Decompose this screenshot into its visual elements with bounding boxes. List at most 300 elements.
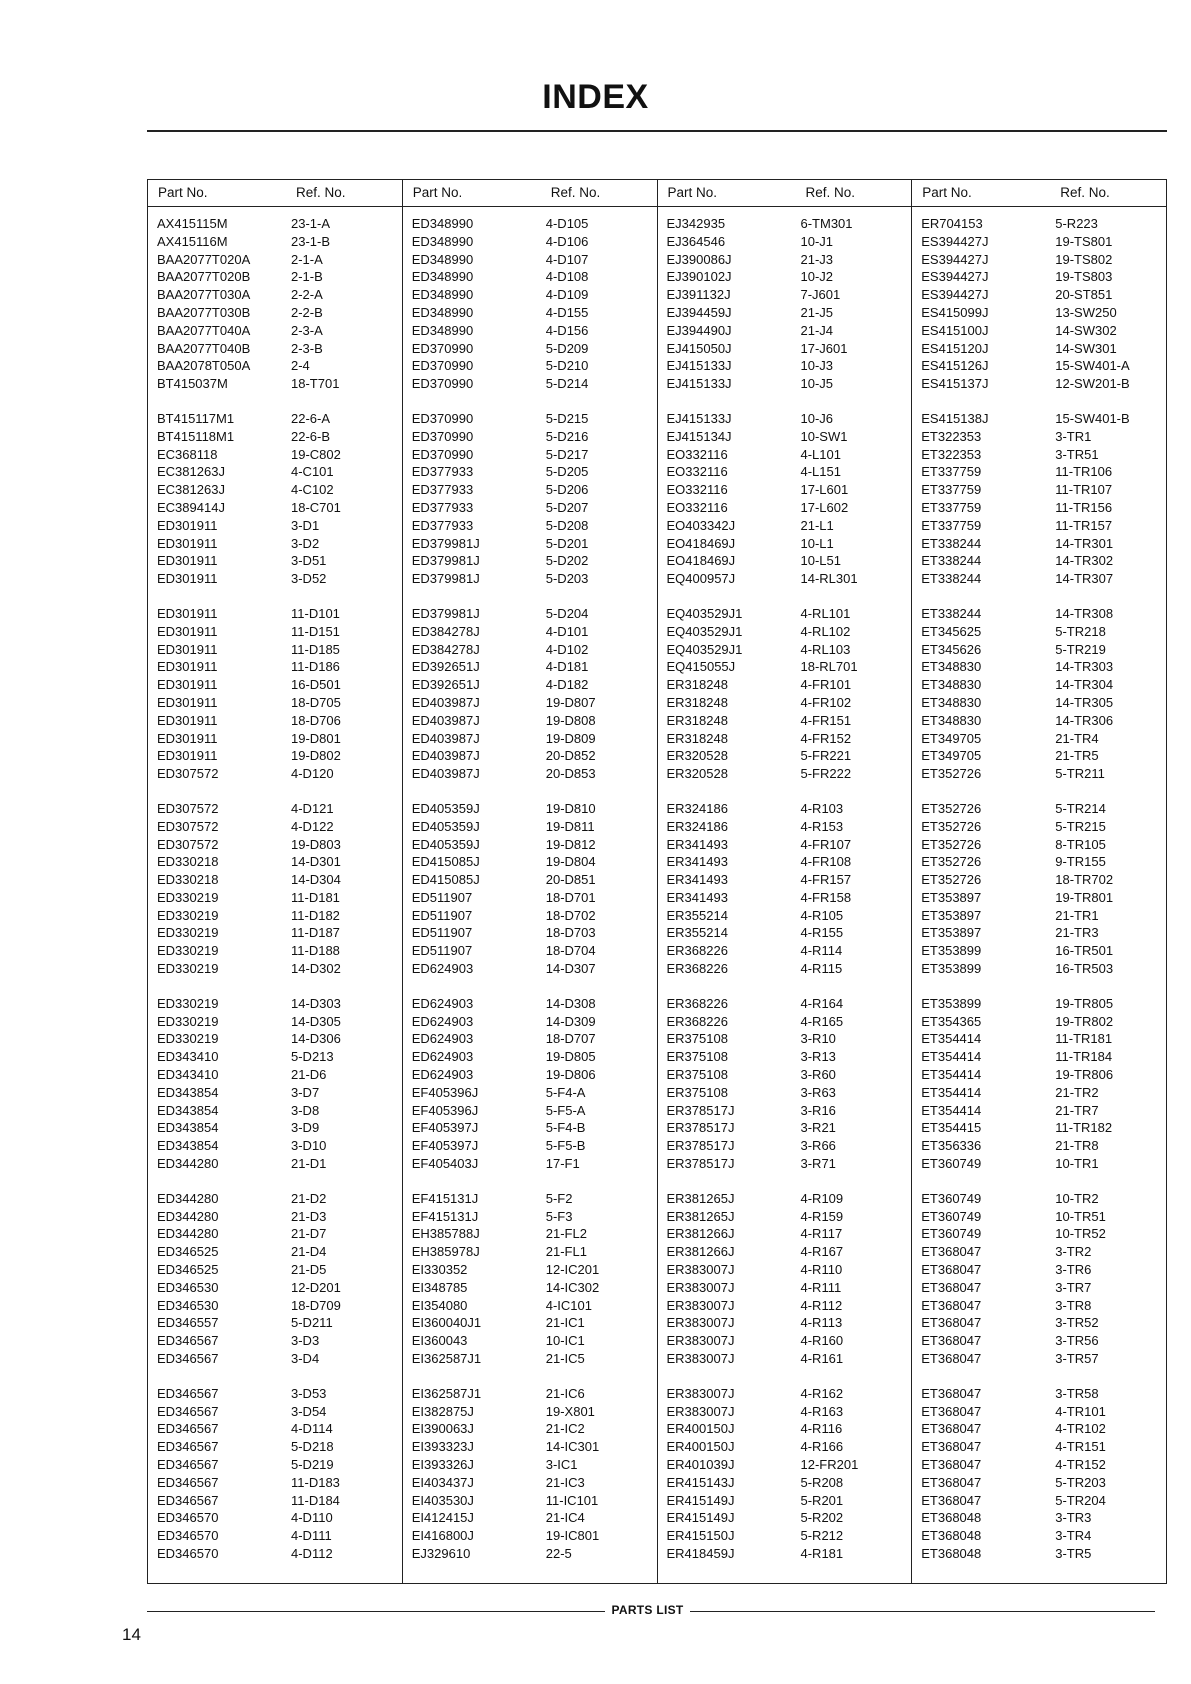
ref-number: 4-FR157 (800, 872, 852, 888)
table-row (148, 1420, 402, 1438)
ref-number: 4-L151 (800, 464, 841, 480)
table-row (912, 1102, 1166, 1120)
ref-number: 3-D9 (291, 1120, 320, 1136)
part-number: ET360749 (921, 1208, 982, 1224)
part-number: ER400150J (666, 1439, 735, 1455)
part-number: ED301911 (157, 659, 218, 675)
table-row (658, 605, 912, 623)
footer-rule-left (147, 1611, 605, 1612)
part-number: ED624903 (411, 995, 474, 1011)
table-row (403, 818, 657, 836)
table-row (658, 552, 912, 570)
table-row (658, 1297, 912, 1315)
entry-group (658, 215, 912, 393)
table-row (148, 481, 402, 499)
part-number: ED330219 (157, 907, 219, 923)
ref-number: 18-D703 (545, 925, 596, 941)
ref-number: 4-TR102 (1055, 1421, 1106, 1437)
table-row (912, 871, 1166, 889)
ref-number: 3-R60 (800, 1067, 836, 1083)
part-number: EQ400957J (666, 571, 736, 587)
table-row (912, 1509, 1166, 1527)
part-number: ED330219 (157, 925, 219, 941)
ref-number: 11-D185 (291, 641, 340, 657)
table-row (912, 605, 1166, 623)
part-number: ER368226 (666, 1013, 728, 1029)
ref-number: 18-D701 (545, 889, 596, 905)
table-row (912, 747, 1166, 765)
table-row (912, 658, 1166, 676)
part-no-header: Part No. (922, 185, 972, 200)
table-row (912, 1527, 1166, 1545)
ref-number: 4-D112 (291, 1545, 333, 1561)
table-row (148, 889, 402, 907)
part-number: ER378517J (666, 1156, 735, 1172)
ref-number: 21-TR7 (1055, 1102, 1099, 1118)
table-row (403, 889, 657, 907)
entry-group (403, 1385, 657, 1563)
entry-group (403, 800, 657, 978)
part-number: ET353899 (921, 961, 982, 977)
table-row (658, 1066, 912, 1084)
part-number: ET349705 (921, 748, 982, 764)
part-number: ET322353 (921, 428, 982, 444)
table-row (912, 641, 1166, 659)
part-number: ED330219 (157, 1031, 219, 1047)
part-number: ED346530 (157, 1297, 219, 1313)
table-row (148, 1297, 402, 1315)
table-row (403, 552, 657, 570)
part-number: EF415131J (411, 1190, 479, 1206)
ref-number: 5-D202 (545, 553, 589, 569)
part-number: ED624903 (411, 1031, 474, 1047)
table-row (148, 357, 402, 375)
part-number: ER383007J (666, 1262, 735, 1278)
part-number: ET354415 (921, 1120, 982, 1136)
ref-number: 17-L601 (800, 482, 849, 498)
table-row (148, 1527, 402, 1545)
ref-number: 4-D105 (545, 216, 589, 231)
table-row (658, 1084, 912, 1102)
part-number: ED346567 (157, 1457, 219, 1472)
ref-number: 4-R113 (800, 1315, 843, 1331)
ref-number: 11-TR106 (1055, 464, 1113, 480)
table-row (912, 1084, 1166, 1102)
ref-number: 4-R112 (800, 1297, 843, 1313)
ref-number: 4-D101 (545, 623, 589, 639)
ref-number: 19-D808 (545, 712, 596, 728)
ref-number: 8-TR105 (1055, 836, 1106, 852)
table-row (148, 535, 402, 553)
ref-number: 5-D206 (545, 482, 589, 498)
ref-number: 14-TR307 (1055, 571, 1114, 587)
ref-number: 3-R16 (800, 1102, 836, 1118)
ref-number: 5-D207 (545, 499, 589, 515)
part-number: EF405396J (411, 1102, 479, 1118)
table-row (148, 286, 402, 304)
part-number: ES394427J (921, 233, 989, 249)
entry-group (148, 800, 402, 978)
part-number: ED346567 (157, 1421, 219, 1437)
ref-number: 5-D219 (291, 1457, 334, 1472)
part-number: ER383007J (666, 1351, 735, 1367)
ref-number: 10-TR52 (1055, 1226, 1106, 1242)
table-row (658, 960, 912, 978)
ref-number: 4-FR151 (800, 712, 852, 728)
part-number: ED330219 (157, 995, 219, 1011)
ref-number: 16-TR503 (1055, 961, 1114, 977)
ref-number: 5-D204 (545, 605, 589, 621)
part-number: ED346567 (157, 1474, 219, 1490)
ref-number: 10-J3 (800, 358, 834, 374)
table-row (148, 552, 402, 570)
part-number: ET352726 (921, 818, 982, 834)
part-number: ET348830 (921, 712, 982, 728)
part-number: EJ391132J (666, 287, 731, 303)
ref-number: 5-TR211 (1055, 766, 1105, 782)
table-row (148, 499, 402, 517)
ref-number: 3-TR3 (1055, 1510, 1092, 1526)
ref-number: 5-D217 (545, 446, 589, 462)
entry-group (658, 410, 912, 588)
table-row (148, 1509, 402, 1527)
part-number: BT415118M1 (157, 428, 235, 444)
ref-number: 11-D187 (291, 925, 340, 941)
part-number: EF415131J (411, 1208, 479, 1224)
part-number: ER324186 (666, 818, 728, 834)
part-number: ER415150J (666, 1528, 735, 1544)
part-number: ET338244 (921, 605, 982, 621)
ref-number: 19-C802 (291, 446, 341, 462)
column-header (912, 180, 1166, 207)
table-row (912, 499, 1166, 517)
part-number: ER341493 (666, 836, 728, 852)
entry-group (912, 1385, 1166, 1563)
part-number: ED343854 (157, 1084, 219, 1100)
table-row (403, 375, 657, 393)
table-row (912, 623, 1166, 641)
ref-number: 4-D111 (291, 1528, 332, 1544)
table-row (658, 570, 912, 588)
part-number: EI348785 (411, 1279, 468, 1295)
ref-number: 11-D184 (291, 1492, 340, 1508)
ref-number: 5-F5-B (545, 1138, 586, 1154)
table-row (912, 1492, 1166, 1510)
ref-number: 16-D501 (291, 677, 341, 693)
part-number: BAA2077T020B (157, 269, 251, 285)
ref-number: 9-TR155 (1055, 854, 1106, 870)
ref-number: 3-TR1 (1055, 428, 1092, 444)
table-row (658, 1030, 912, 1048)
table-row (403, 924, 657, 942)
table-row (403, 1190, 657, 1208)
ref-number: 19-X801 (545, 1403, 595, 1419)
ref-number: 5-TR214 (1055, 800, 1106, 816)
entry-group (148, 1385, 402, 1563)
ref-number: 4-R111 (800, 1279, 842, 1295)
part-number: ET368047 (921, 1279, 982, 1295)
part-number: ER378517J (666, 1138, 735, 1154)
ref-number: 3-R10 (800, 1031, 836, 1047)
table-row (403, 1332, 657, 1350)
table-row (403, 304, 657, 322)
part-number: EC368118 (157, 446, 218, 462)
table-row (912, 1243, 1166, 1261)
part-number: ER400150J (666, 1421, 735, 1437)
table-row (148, 251, 402, 269)
title-rule (147, 130, 1167, 132)
ref-number: 11-TR182 (1055, 1120, 1113, 1136)
table-row (403, 481, 657, 499)
ref-number: 4-D120 (291, 766, 334, 782)
table-row (912, 535, 1166, 553)
table-row (148, 907, 402, 925)
table-row (403, 1119, 657, 1137)
table-row (148, 304, 402, 322)
part-number: ED343854 (157, 1138, 219, 1154)
part-number: ER378517J (666, 1120, 735, 1136)
part-number: ET337759 (921, 499, 982, 515)
table-row (658, 1048, 912, 1066)
part-number: EJ364546 (666, 233, 726, 249)
part-number: EI412415J (411, 1510, 474, 1526)
ref-number: 4-RL101 (800, 605, 851, 621)
part-number: ED346567 (157, 1403, 219, 1419)
table-row (403, 658, 657, 676)
ref-number: 21-TR8 (1055, 1138, 1099, 1154)
ref-number: 14-TR304 (1055, 677, 1114, 693)
part-number: ET354365 (921, 1013, 982, 1029)
ref-number: 4-FR152 (800, 730, 852, 746)
ref-number: 11-D183 (291, 1474, 340, 1490)
ref-number: 11-D101 (291, 605, 340, 621)
part-number: ED330219 (157, 889, 219, 905)
ref-number: 5-TR215 (1055, 818, 1106, 834)
ref-number: 14-D309 (545, 1013, 596, 1029)
table-row (658, 499, 912, 517)
table-row (912, 730, 1166, 748)
part-number: ED346525 (157, 1262, 219, 1278)
ref-number: 14-D307 (545, 961, 596, 977)
part-number: ED384278J (411, 623, 480, 639)
ref-number: 11-D186 (291, 659, 340, 675)
part-number: ED624903 (411, 1013, 474, 1029)
part-number: ED405359J (411, 836, 480, 852)
table-row (403, 1509, 657, 1527)
entry-group (912, 1190, 1166, 1368)
part-number: ED307572 (157, 800, 219, 816)
ref-number: 12-IC201 (545, 1262, 600, 1278)
ref-number: 17-F1 (545, 1156, 580, 1172)
table-row (658, 1102, 912, 1120)
part-number: ED301911 (157, 748, 218, 764)
column-header (148, 180, 402, 207)
table-row (912, 694, 1166, 712)
table-row (403, 1474, 657, 1492)
part-number: EH385978J (411, 1244, 480, 1260)
part-number: ET337759 (921, 517, 982, 533)
table-row (912, 463, 1166, 481)
ref-number: 12-SW201-B (1055, 376, 1130, 392)
ref-number: 3-D10 (291, 1138, 327, 1154)
table-row (912, 481, 1166, 499)
part-number: ET345625 (921, 623, 982, 639)
part-number: ER341493 (666, 889, 728, 905)
ref-number: 19-D804 (545, 854, 596, 870)
part-number: ET337759 (921, 482, 982, 498)
part-number: ED403987J (411, 766, 480, 782)
table-row (403, 747, 657, 765)
table-row (403, 730, 657, 748)
part-number: ED301911 (157, 694, 218, 710)
ref-number: 21-IC5 (545, 1351, 585, 1367)
ref-number: 2-2-B (291, 304, 323, 320)
ref-number: 4-R181 (800, 1545, 844, 1561)
entry-group (912, 215, 1166, 393)
table-row (912, 1297, 1166, 1315)
table-row (403, 1492, 657, 1510)
entry-group (403, 1190, 657, 1368)
table-row (912, 1279, 1166, 1297)
table-row (148, 1243, 402, 1261)
part-number: ET352726 (921, 854, 982, 870)
part-number: ER383007J (666, 1385, 735, 1401)
part-number: ED392651J (411, 677, 480, 693)
table-row (403, 1137, 657, 1155)
ref-number: 5-D216 (545, 428, 589, 444)
ref-number: 18-C701 (291, 499, 341, 515)
table-row (403, 1545, 657, 1563)
part-number: ET368047 (921, 1457, 982, 1472)
table-row (658, 1350, 912, 1368)
ref-number: 5-R202 (800, 1510, 844, 1526)
ref-number: 5-F5-A (545, 1102, 586, 1118)
part-number: EI403530J (411, 1492, 474, 1508)
ref-number: 5-D208 (545, 517, 589, 533)
table-row (148, 1102, 402, 1120)
ref-number: 14-IC302 (545, 1279, 600, 1295)
ref-number: 21-TR4 (1055, 730, 1099, 746)
ref-number: 4-R110 (800, 1262, 843, 1278)
ref-number: 5-TR204 (1055, 1492, 1106, 1508)
part-number: BAA2077T020A (157, 251, 251, 267)
part-number: ET368047 (921, 1262, 982, 1278)
table-row (148, 322, 402, 340)
part-number: ED348990 (411, 269, 474, 285)
ref-number: 14-SW302 (1055, 322, 1117, 338)
table-row (148, 712, 402, 730)
table-row (912, 1137, 1166, 1155)
table-row (658, 765, 912, 783)
entry-group (658, 1190, 912, 1368)
ref-number: 10-J1 (800, 233, 834, 249)
part-number: ES394427J (921, 287, 989, 303)
ref-number: 10-J2 (800, 269, 834, 285)
part-number: ED624903 (411, 961, 474, 977)
table-row (403, 800, 657, 818)
ref-number: 4-R155 (800, 925, 844, 941)
entry-group (658, 605, 912, 783)
part-number: ER368226 (666, 961, 728, 977)
table-row (658, 1332, 912, 1350)
ref-number: 11-TR107 (1055, 482, 1113, 498)
part-number: BAA2077T040A (157, 322, 251, 338)
table-row (912, 995, 1166, 1013)
table-row (403, 286, 657, 304)
table-row (912, 1385, 1166, 1403)
entry-group (912, 410, 1166, 588)
part-number: ED346557 (157, 1315, 219, 1331)
table-row (403, 357, 657, 375)
table-row (658, 1155, 912, 1173)
part-number: ET368047 (921, 1315, 982, 1331)
table-row (658, 286, 912, 304)
ref-number: 5-FR221 (800, 748, 852, 764)
ref-number: 3-D1 (291, 517, 320, 533)
part-number: ER375108 (666, 1084, 728, 1100)
ref-number: 5-TR218 (1055, 623, 1106, 639)
part-number: ER415149J (666, 1510, 735, 1526)
table-row (658, 1119, 912, 1137)
ref-number: 3-TR4 (1055, 1528, 1092, 1544)
table-row (912, 1208, 1166, 1226)
part-number: ED624903 (411, 1049, 474, 1065)
table-row (912, 1119, 1166, 1137)
part-number: ET360749 (921, 1156, 982, 1172)
column-header (403, 180, 657, 207)
ref-no-header: Ref. No. (550, 185, 601, 200)
table-row (658, 1190, 912, 1208)
part-number: ED403987J (411, 712, 480, 728)
part-number: ER381266J (666, 1244, 735, 1260)
ref-number: 5-F2 (545, 1190, 573, 1206)
ref-number: 19-D803 (291, 836, 341, 852)
table-row (658, 1385, 912, 1403)
table-row (148, 765, 402, 783)
part-number: ED346567 (157, 1439, 219, 1455)
table-row (148, 1385, 402, 1403)
part-number: ED370990 (411, 410, 474, 426)
ref-number: 11-TR184 (1055, 1049, 1113, 1065)
ref-number: 7-J601 (800, 287, 841, 303)
index-column (148, 180, 402, 1583)
ref-number: 5-TR219 (1055, 641, 1106, 657)
table-row (658, 658, 912, 676)
ref-number: 21-L1 (800, 517, 834, 533)
table-row (148, 641, 402, 659)
table-row (658, 233, 912, 251)
footer-rule-right (690, 1611, 1155, 1612)
part-number: ED307572 (157, 836, 219, 852)
ref-number: 4-D110 (291, 1510, 333, 1526)
page-number: 14 (122, 1625, 141, 1644)
table-row (403, 1279, 657, 1297)
part-number: ED301911 (157, 553, 218, 569)
ref-number: 10-J5 (800, 376, 834, 392)
part-number: ET352726 (921, 872, 982, 888)
part-number: ER341493 (666, 854, 728, 870)
part-number: ER318248 (666, 677, 728, 693)
table-row (148, 1208, 402, 1226)
entry-group (403, 605, 657, 783)
ref-number: 5-D205 (545, 464, 589, 480)
part-number: ET337759 (921, 464, 982, 480)
part-no-header: Part No. (158, 185, 208, 200)
ref-number: 19-D809 (545, 730, 596, 746)
table-row (912, 1066, 1166, 1084)
ref-no-header: Ref. No. (1060, 185, 1110, 200)
part-number: EO418469J (666, 535, 736, 551)
